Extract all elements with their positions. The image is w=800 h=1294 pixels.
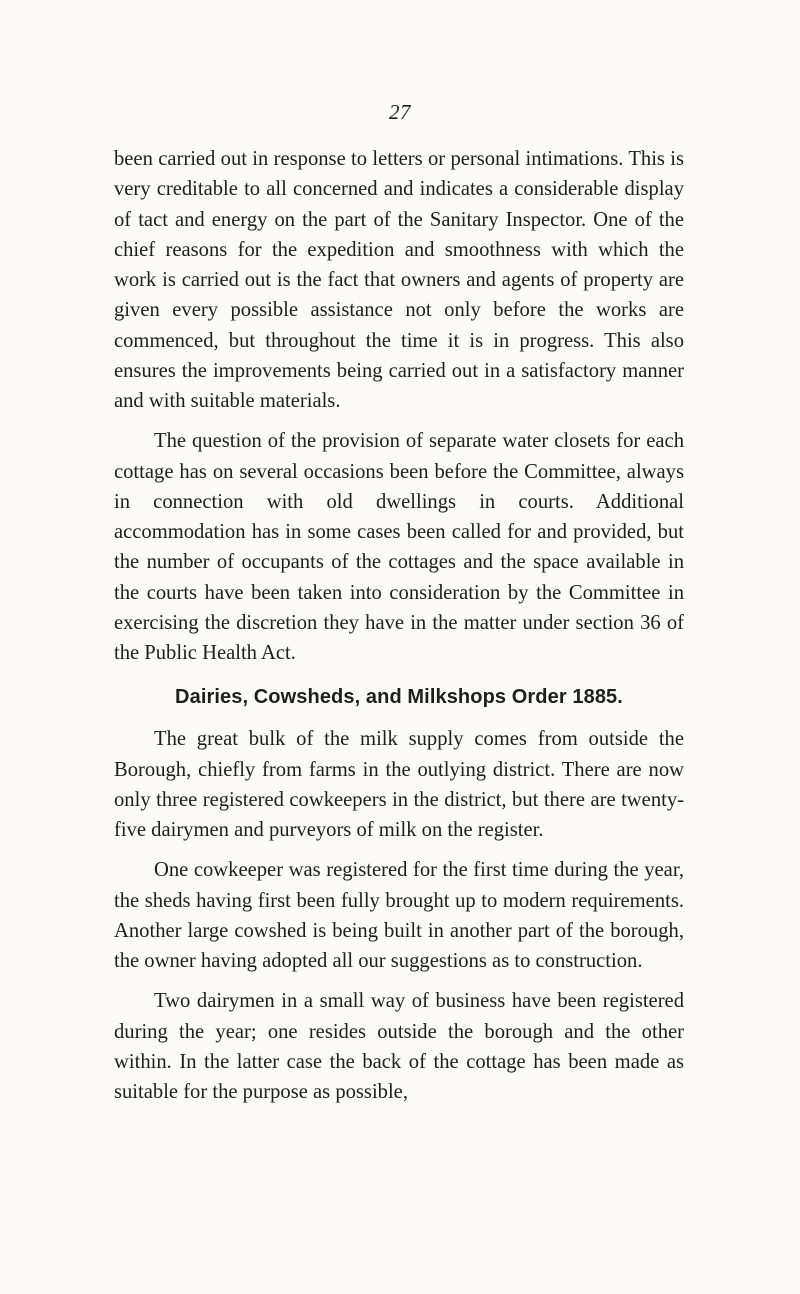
paragraph-milk-supply: The great bulk of the milk supply comes from outside the Borough, chiefly from farms in the outlying district. There are now only three registered cowkeepers in the district, but there are twenty-five dairymen and purveyors of milk on the register. xyxy=(114,728,684,841)
section-heading: Dairies, Cowsheds, and Milkshops Order 1885. xyxy=(175,686,623,709)
paragraph-dairymen: Two dairymen in a small way of business have been registered during the year; one resides outside the borough and the other within. In the latter case the back of the cottage has been made as suitable for the purpose as possible, xyxy=(114,990,684,1103)
page-body xyxy=(114,144,684,1107)
page-number: 27 xyxy=(389,100,411,124)
paragraph-cowkeeper: One cowkeeper was registered for the first time during the year, the sheds having first been fully brought up to modern requirements. Another large cowshed is being built in another part of the borough, the owner having adopted all our suggestions as to construction. xyxy=(114,859,684,972)
paragraph-continuation: been carried out in response to letters or personal intimations. This is very creditable to all concerned and indicates a considerable display of tact and energy on the part of the Sanitary Inspector. One of the chief reasons for the expedition and smoothness with which the work is carried out is the fact that owners and agents of property are given every possible assistance not only before the works are commenced, but throughout the time it is in progress. This also ensures the improvements being carried out in a satisfactory manner and with suitable materials. xyxy=(114,148,684,412)
paragraph-water-closets: The question of the provision of separate water closets for each cottage has on several occasions been before the Committee, always in connection with old dwellings in courts. Additional accommodation has in some cases been called for and provided, but the number of occupants of the cottages and the space available in the courts have been taken into consideration by the Committee in exercising the discretion they have in the matter under section 36 of the Public Health Act. xyxy=(114,430,684,664)
